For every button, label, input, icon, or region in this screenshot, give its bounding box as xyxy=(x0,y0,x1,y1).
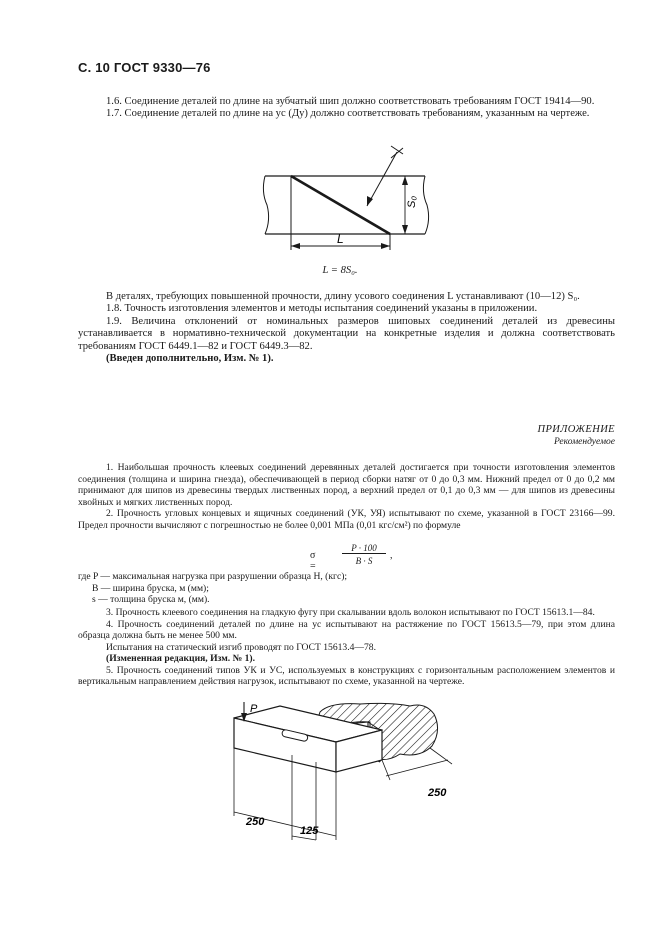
appendix-paragraphs-3-5 xyxy=(78,607,615,688)
page-header: С. 10 ГОСТ 9330—76 xyxy=(78,60,211,75)
dimension-s0-label: S₀ xyxy=(406,196,418,208)
legend-p: где P — максимальная нагрузка при разрушении образца Н, (кгс); xyxy=(78,571,348,582)
dimension-250-left: 250 xyxy=(246,816,265,828)
appendix-title: ПРИЛОЖЕНИЕ xyxy=(537,424,615,435)
formula-denominator: B · S xyxy=(355,556,373,566)
load-p-label: P xyxy=(250,703,258,715)
appendix-paragraph-4b: Испытания на статический изгиб проводят по ГОСТ 15613.4—78. xyxy=(106,641,376,653)
paragraph-1-7: 1.7. Соединение деталей по длине на ус (Ду) должно соответствовать требованиям, указанным на чертеже. xyxy=(106,108,590,120)
formula-numerator: P · 100 xyxy=(342,543,386,554)
appendix-paragraph-1: 1. Наибольшая прочность клеевых соединений деревянных деталей достигается при точности изготовления элементов соединения (толщина и ширина гнезда), обеспечивающей в период сборки натяг от 0 до 0,3 мм. Нижний предел от 0 до 0,2 мм принимают для шипов из древесины твердых лиственных пород, а верхний предел от 0,1 до 0,3 мм — для шипов из древесины хвойных и мягких лиственных пород. xyxy=(78,462,615,508)
scarf-joint-drawing xyxy=(255,140,435,265)
section-1-continued xyxy=(78,291,615,365)
amendment-note-2: (Измененная редакция, Изм. № 1). xyxy=(106,653,256,664)
amendment-note-1: (Введен дополнительно, Изм. № 1). xyxy=(106,353,274,365)
figure-1-caption: L = 8S₀. xyxy=(322,265,358,276)
appendix-paragraph-3: 3. Прочность клеевого соединения на гладкую фугу при скалывании вдоль волокон испытывают по ГОСТ 15613.1—84. xyxy=(106,607,595,618)
legend-s: s — толщина бруска м, (мм). xyxy=(92,594,210,605)
appendix-paragraph-5: 5. Прочность соединений типов УК и УС, используемых в конструкциях с горизонтальным расположением элементов и вертикальным направлением действия нагрузок, испытывают по схеме, указанной на чертеже. xyxy=(78,664,615,687)
dimension-125: 125 xyxy=(300,825,319,837)
appendix-subtitle: Рекомендуемое xyxy=(553,437,615,447)
section-1-paragraphs xyxy=(78,96,615,121)
paragraph-scarf-length: В деталях, требующих повышенной прочности, длину усового соединения L устанавливают (10—12) S₀. xyxy=(106,291,580,302)
formula-comma: , xyxy=(390,550,393,561)
joint-test-drawing xyxy=(220,700,470,845)
formula-lhs: σ = xyxy=(310,550,316,572)
paragraph-1-9: 1.9. Величина отклонений от номинальных размеров шиповых соединений деталей из древесины устанавливается в нормативно-технической документации на конкретные изделия и должна соответствовать требованиям ГОСТ 6449.1—82 и ГОСТ 6449.3—82. xyxy=(78,315,615,352)
dimension-250-right: 250 xyxy=(428,787,447,799)
paragraph-1-6: 1.6. Соединение деталей по длине на зубчатый шип должно соответствовать требованиям ГОСТ 19414—90. xyxy=(106,96,595,107)
appendix-paragraph-2: 2. Прочность угловых концевых и ящичных соединений (УК, УЯ) испытывают по схеме, указанной в ГОСТ 23166—99. Предел прочности вычисляют с погрешностью не более 0,001 МПа (0,01 кгс/см²) по формуле xyxy=(78,508,615,531)
legend-b: B — ширина бруска, м (мм); xyxy=(92,582,209,594)
appendix-paragraphs-1-2 xyxy=(78,462,615,531)
dimension-l-label: L xyxy=(337,232,344,246)
formula-legend xyxy=(78,571,615,606)
appendix-paragraph-4: 4. Прочность соединений деталей по длине на ус испытывают на растяжение по ГОСТ 15613.5—79, при этом длина образца должна быть не менее 500 мм. xyxy=(78,618,615,641)
paragraph-1-8: 1.8. Точность изготовления элементов и методы испытания соединений указаны в приложении. xyxy=(106,303,538,315)
